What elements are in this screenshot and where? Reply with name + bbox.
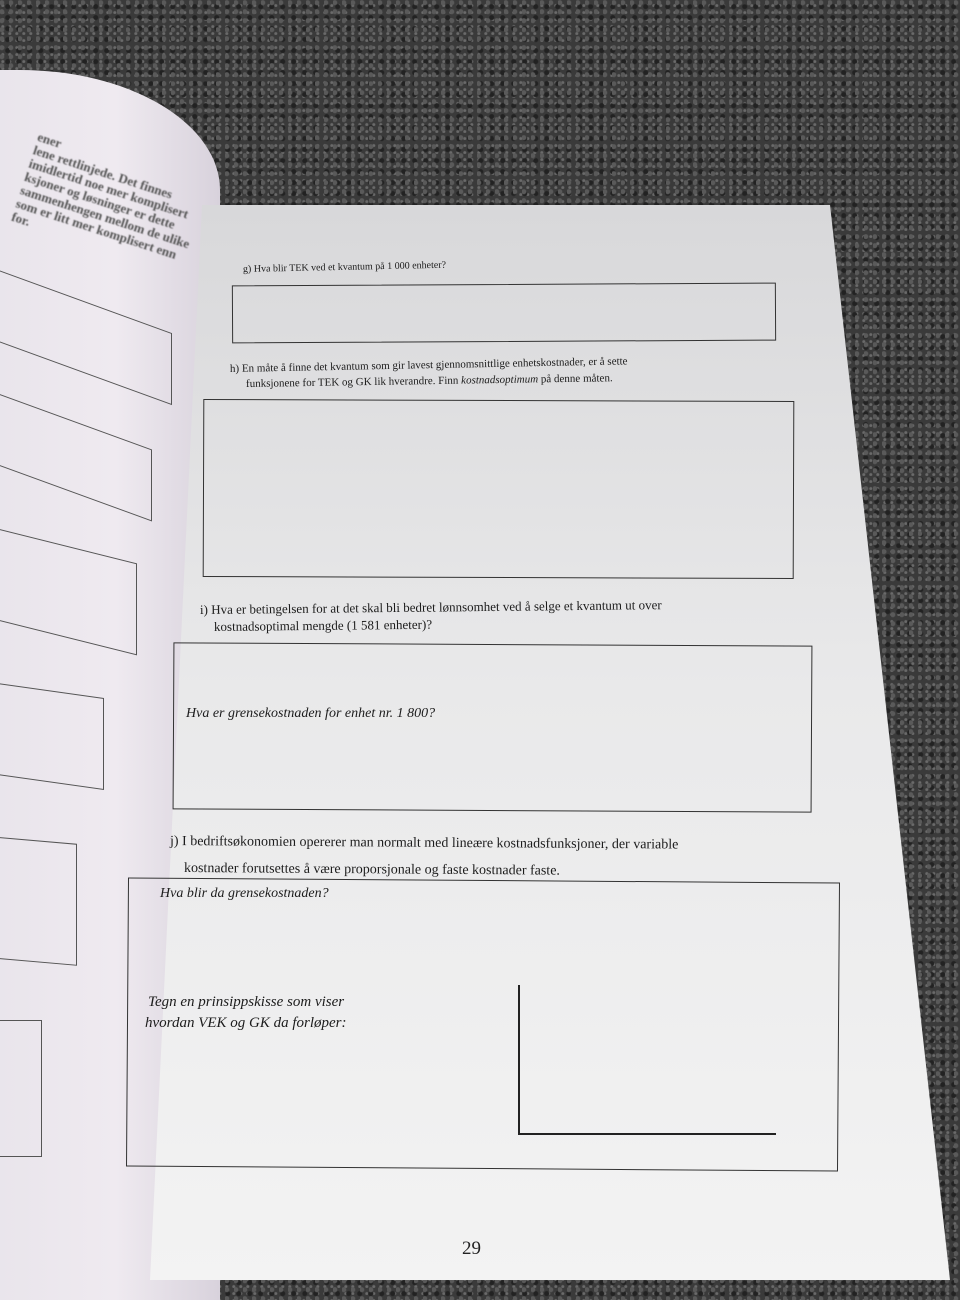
question-h-line2: funksjonene for TEK og GK lik hverandre. Finn kostnadsoptimum på denne måten.	[245, 372, 613, 390]
question-g: g) Hva blir TEK ved et kvantum på 1 000 enheter?	[242, 259, 447, 275]
answer-box-h[interactable]	[203, 399, 795, 579]
left-answer-box	[0, 682, 104, 790]
left-page-text: ener lene rettlinjede. Det finnes imidlertid noe mer komplisert ksjoner og løsninger er dette sammenhengen mellom de ulike som er litt mer komplisert enn for.	[9, 129, 192, 262]
question-j-sub1: Hva blir da grensekostnaden?	[160, 886, 329, 901]
left-answer-box	[0, 1020, 42, 1157]
question-i-line2: kostnadsoptimal mengde (1 581 enheter)?	[213, 616, 433, 634]
question-h-line1: h) En måte å finne det kvantum som gir lavest gjennomsnittlige enhetskostnader, er å sette	[229, 355, 628, 375]
question-j-line1: j) I bedriftsøkonomien opererer man normalt med lineære kostnadsfunksjoner, der variable	[169, 834, 679, 853]
question-i-sub: Hva er grensekostnaden for enhet nr. 1 800?	[186, 706, 436, 721]
answer-box-i[interactable]	[173, 642, 813, 812]
answer-box-g[interactable]	[232, 283, 776, 344]
question-j-line2: kostnader forutsettes å være proporsjonale og faste kostnader faste.	[183, 861, 560, 879]
question-j-sub2-line1: Tegn en prinsippskisse som viser	[148, 994, 345, 1010]
sketch-y-axis	[518, 985, 520, 1135]
question-j-sub2-line2: hvordan VEK og GK da forløper:	[145, 1015, 347, 1031]
page-number: 29	[462, 1238, 481, 1259]
question-i-line1: i) Hva er betingelsen for at det skal bli bedret lønnsomhet ved å selge et kvantum ut over	[199, 597, 662, 617]
sketch-x-axis	[518, 1133, 776, 1135]
left-answer-box	[0, 836, 77, 966]
